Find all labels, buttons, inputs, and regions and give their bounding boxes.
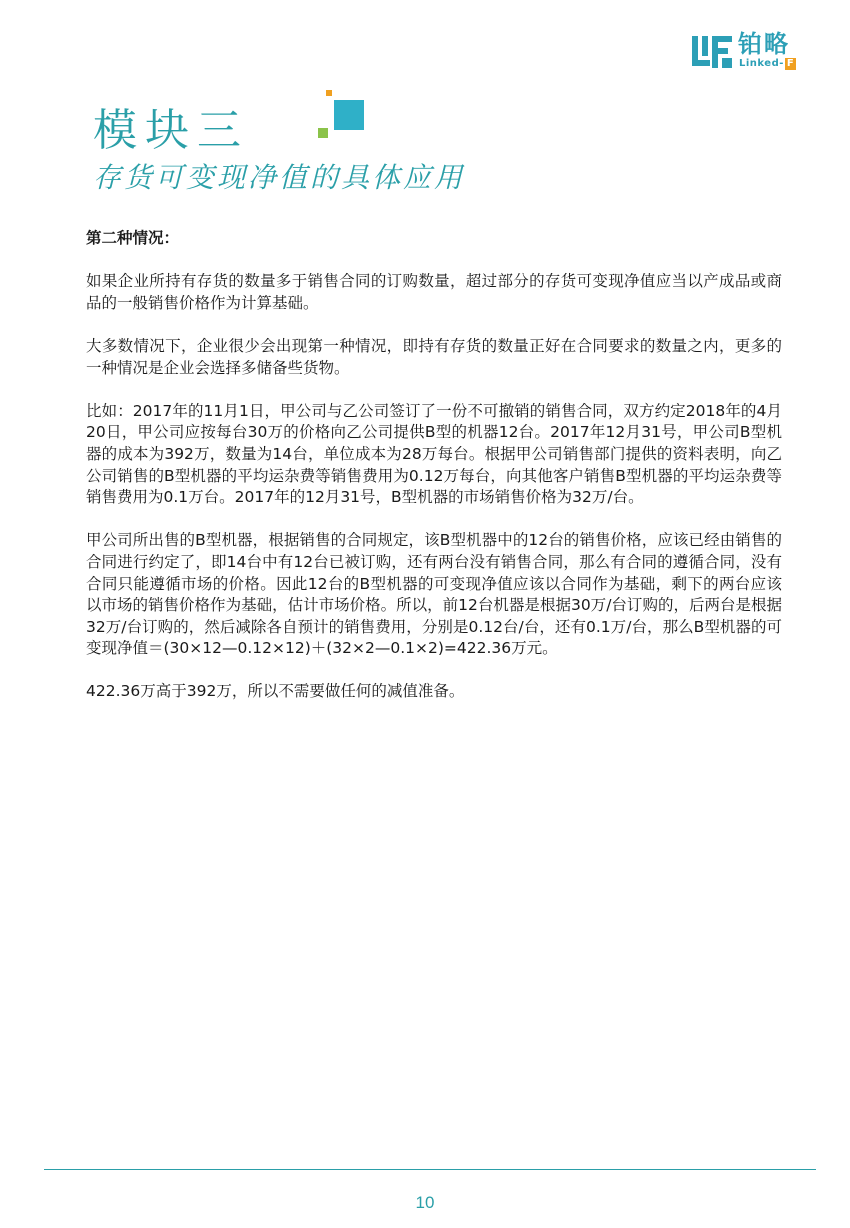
decorative-squares-icon (316, 90, 366, 142)
logo-name-cn: 铂略 (738, 30, 790, 58)
paragraph-conclusion: 422.36万高于392万，所以不需要做任何的减值准备。 (86, 682, 465, 701)
logo-name-en-text: Linked- (739, 58, 784, 69)
module-subtitle: 存货可变现净值的具体应用 (93, 161, 466, 194)
section-heading: 第二种情况： (86, 229, 180, 247)
document-body (86, 228, 782, 725)
logo-name-en (739, 58, 796, 70)
module-title: 模块三 (93, 105, 249, 156)
paragraph-example: 比如：2017年的11月1日，甲公司与乙公司签订了一份不可撤销的销售合同，双方约定2018年的4月20日，甲公司应按每台30万的价格向乙公司提供B型的机器12台。2017年12月31号，甲公司B型机器的成本为392万，数量为14台，单位成本为28万每台。根据甲公司销售部门提供的资料表明，向乙公司销售的B型机器的平均运杂费等销售费用为0.12万每台，向其他客户销售B型机器的平均运杂费等销售费用为0.1万台。2017年的12月31号，B型机器的市场销售价格为32万/台。 (86, 401, 782, 507)
paragraph-calculation: 甲公司所出售的B型机器，根据销售的合同规定，该B型机器中的12台的销售价格，应该已经由销售的合同进行约定了，即14台中有12台已被订购，还有两台没有销售合同，那么有合同的遵循合同，没有合同只能遵循市场的价格。因此12台的B型机器的可变现净值应该以合同作为基础，剩下的两台应该以市场的销售价格作为基础，估计市场价格。所以，前12台机器是根据30万/台订购的，后两台是根据32万/台订购的，然后减除各自预计的销售费用，分别是0.12台/台，还有0.1万/台，那么B型机器的可变现净值＝(30×12—0.12×12)＋(32×2—0.1×2)=422.36万元。 (86, 531, 782, 658)
logo-mark-icon (692, 32, 734, 72)
page-number: 10 (415, 1193, 435, 1212)
paragraph-common-case: 大多数情况下，企业很少会出现第一种情况，即持有存货的数量正好在合同要求的数量之内，更多的一种情况是企业会选择多储备些货物。 (86, 336, 782, 377)
logo-name-en-badge: F (786, 58, 795, 69)
footer-divider (44, 1169, 816, 1170)
paragraph-situation-definition: 如果企业所持有存货的数量多于销售合同的订购数量，超过部分的存货可变现净值应当以产成品或商品的一般销售价格作为计算基础。 (86, 272, 782, 312)
company-logo (692, 30, 812, 74)
